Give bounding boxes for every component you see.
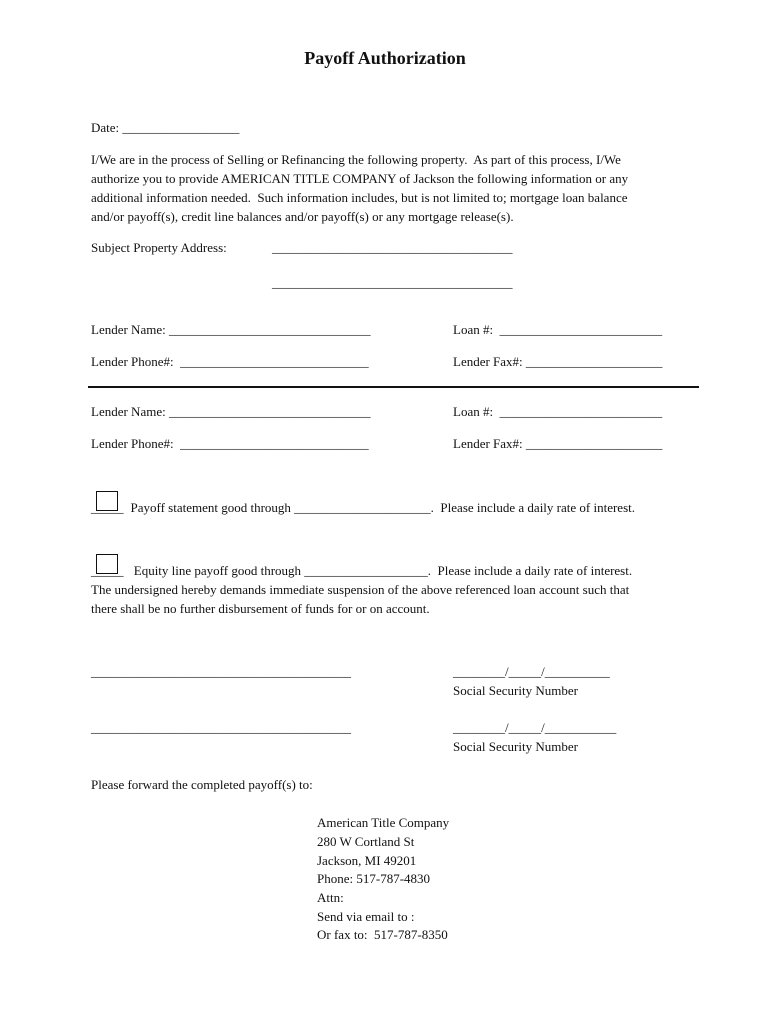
address-line: American Title Company: [317, 815, 450, 830]
lender-name-field-1[interactable]: Lender Name: _______________________________: [91, 322, 371, 337]
address-line: Send via email to :: [317, 909, 415, 924]
signature-line-2[interactable]: ________________________________________: [91, 720, 351, 735]
payoff-statement-text: Payoff statement good through _____________________. Please include a daily rate of interest.: [124, 500, 635, 515]
ssn-label-1: Social Security Number: [453, 683, 578, 698]
ssn-field-2[interactable]: ________/_____/___________: [453, 720, 617, 735]
address-line: Attn:: [317, 890, 344, 905]
lender-phone-field-2[interactable]: Lender Phone#: _____________________________: [91, 436, 369, 451]
signature-line-1[interactable]: ________________________________________: [91, 664, 351, 679]
intro-line: I/We are in the process of Selling or Refinancing the following property. As part of this process, I/We: [91, 152, 621, 167]
equity-checkbox-underline: _____: [91, 563, 124, 578]
payoff-checkbox-underline: _____: [91, 500, 124, 515]
ssn-label-2: Social Security Number: [453, 739, 578, 754]
forward-instruction: Please forward the completed payoff(s) to:: [91, 777, 313, 792]
intro-line: authorize you to provide AMERICAN TITLE COMPANY of Jackson the following information or any: [91, 171, 629, 186]
address-line: Or fax to: 517-787-8350: [317, 927, 448, 942]
demand-line: there shall be no further disbursement of funds for or on account.: [91, 601, 430, 616]
subject-property-label: Subject Property Address:: [91, 240, 227, 255]
subject-property-line-2[interactable]: _____________________________________: [272, 275, 513, 290]
lender-phone-field-1[interactable]: Lender Phone#: _____________________________: [91, 354, 369, 369]
subject-property-line-1[interactable]: _____________________________________: [272, 240, 513, 255]
loan-number-field-1[interactable]: Loan #: _________________________: [453, 322, 663, 337]
date-field[interactable]: Date: __________________: [91, 120, 240, 135]
intro-paragraph: [91, 150, 681, 226]
address-line: 280 W Cortland St: [317, 834, 415, 849]
ssn-field-1[interactable]: ________/_____/__________: [453, 664, 610, 679]
lender-name-field-2[interactable]: Lender Name: _______________________________: [91, 404, 371, 419]
lender-fax-field-2[interactable]: Lender Fax#: _____________________: [453, 436, 663, 451]
loan-number-field-2[interactable]: Loan #: _________________________: [453, 404, 663, 419]
intro-line: additional information needed. Such information includes, but is not limited to; mortgage loan balance: [91, 190, 628, 205]
demand-line: The undersigned hereby demands immediate suspension of the above referenced loan account such that: [91, 582, 630, 597]
address-line: Phone: 517-787-4830: [317, 871, 431, 886]
intro-line: and/or payoff(s), credit line balances and/or payoff(s) or any mortgage release(s).: [91, 209, 514, 224]
lender-fax-field-1[interactable]: Lender Fax#: _____________________: [453, 354, 663, 369]
section-divider: [88, 386, 699, 388]
page-title: Payoff Authorization: [304, 48, 466, 68]
equity-line-text: Equity line payoff good through ___________________. Please include a daily rate of interest.: [124, 563, 633, 578]
address-line: Jackson, MI 49201: [317, 853, 417, 868]
